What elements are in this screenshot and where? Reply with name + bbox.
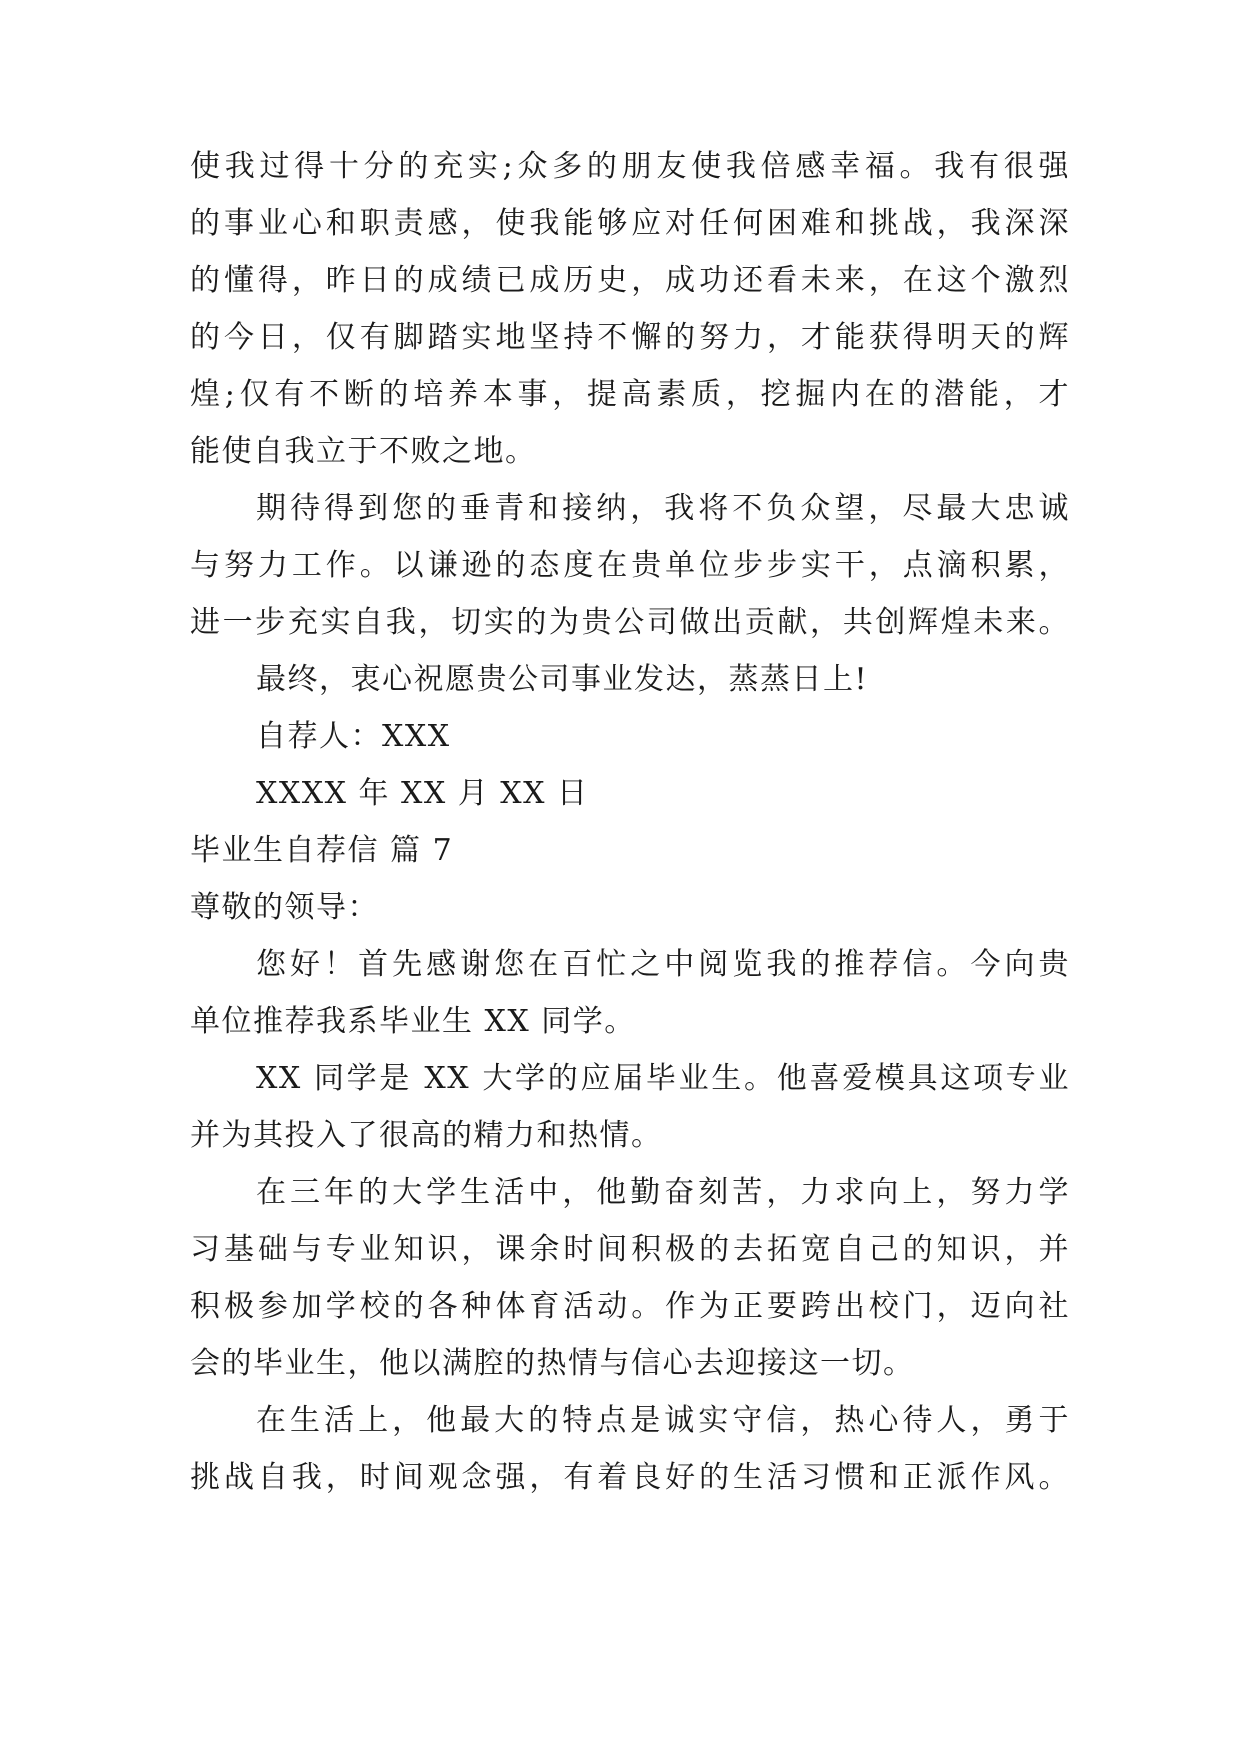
paragraph-line: 您好！首先感谢您在百忙之中阅览我的推荐信。今向贵 xyxy=(256,947,1070,982)
paragraph-line: 在生活上，他最大的特点是诚实守信，热心待人，勇于 xyxy=(256,1403,1070,1438)
paragraph-line: 的懂得，昨日的成绩已成历史，成功还看未来，在这个激烈 xyxy=(190,263,1070,298)
section-heading: 毕业生自荐信 篇 7 xyxy=(190,833,454,868)
paragraph-line: 并为其投入了很高的精力和热情。 xyxy=(190,1118,663,1153)
paragraph-line: 煌;仅有不断的培养本事，提高素质，挖掘内在的潜能，才 xyxy=(190,377,1070,412)
salutation: 尊敬的领导： xyxy=(190,890,379,925)
paragraph-line: 在三年的大学生活中，他勤奋刻苦，力求向上，努力学 xyxy=(256,1175,1070,1210)
paragraph-line: 的今日，仅有脚踏实地坚持不懈的努力，才能获得明天的辉 xyxy=(190,320,1070,355)
paragraph-line: 积极参加学校的各种体育活动。作为正要跨出校门，迈向社 xyxy=(190,1289,1070,1324)
signature: 自荐人：XXX xyxy=(256,719,451,754)
paragraph-line: 单位推荐我系毕业生 XX 同学。 xyxy=(190,1004,636,1039)
paragraph-line: 的事业心和职责感，使我能够应对任何困难和挑战，我深深 xyxy=(190,206,1070,241)
paragraph-line: 进一步充实自我，切实的为贵公司做出贡献，共创辉煌未来。 xyxy=(190,605,1070,640)
paragraph-line: 与努力工作。以谦逊的态度在贵单位步步实干，点滴积累， xyxy=(190,548,1070,583)
paragraph-line: 期待得到您的垂青和接纳，我将不负众望，尽最大忠诚 xyxy=(256,491,1070,526)
paragraph-line: 习基础与专业知识，课余时间积极的去拓宽自己的知识，并 xyxy=(190,1232,1070,1267)
paragraph-line: XX 同学是 XX 大学的应届毕业生。他喜爱模具这项专业 xyxy=(256,1061,1070,1096)
paragraph-line: 能使自我立于不败之地。 xyxy=(190,434,537,469)
closing-wish: 最终，衷心祝愿贵公司事业发达，蒸蒸日上! xyxy=(256,662,869,697)
paragraph-line: 使我过得十分的充实;众多的朋友使我倍感幸福。我有很强 xyxy=(190,149,1070,184)
paragraph-line: 会的毕业生，他以满腔的热情与信心去迎接这一切。 xyxy=(190,1346,915,1381)
date-line: XXXX 年 XX 月 XX 日 xyxy=(256,776,589,811)
paragraph-line: 挑战自我，时间观念强，有着良好的生活习惯和正派作风。 xyxy=(190,1460,1070,1495)
